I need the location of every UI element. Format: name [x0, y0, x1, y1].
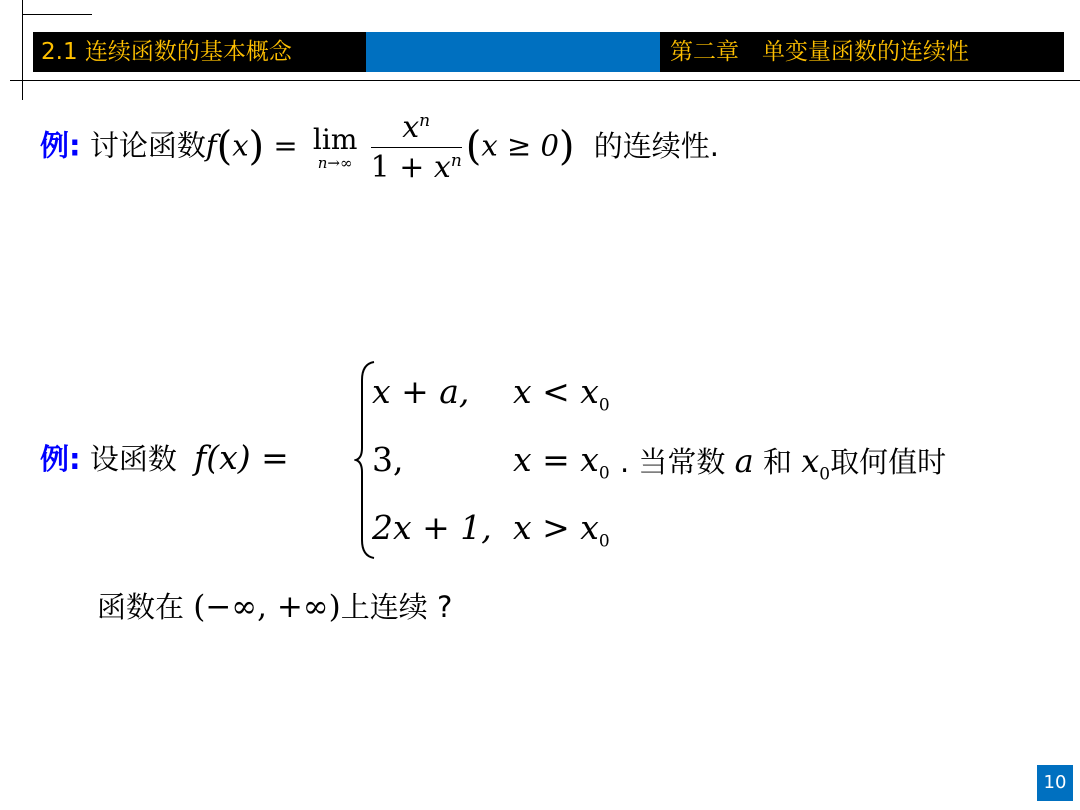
- left-vertical-rule: [22, 0, 23, 100]
- example-1-suffix: 的连续性.: [593, 128, 719, 163]
- interval: (−∞, +∞): [193, 589, 341, 625]
- x0-symbol: $x_0$: [801, 442, 831, 485]
- example-1-label: 例:: [40, 128, 81, 163]
- example-1-prefix: 讨论函数: [89, 128, 206, 163]
- section-title: 2.1 连续函数的基本概念: [33, 32, 366, 72]
- piecewise-case-3: 2x + 1,: [372, 508, 492, 547]
- piecewise-case-2-condition: $x = x_0$: [513, 440, 610, 484]
- piecewise-case-1-condition: $x < x_0$: [513, 372, 610, 416]
- page-number: 10: [1037, 765, 1073, 801]
- fraction: [371, 110, 462, 185]
- and-word: 和: [762, 445, 792, 479]
- example-2-label: 例:: [40, 442, 81, 476]
- piecewise-case-2: 3,: [372, 440, 404, 479]
- limit-word: lim: [312, 122, 358, 156]
- limit-operator: [312, 122, 358, 172]
- example-2-question: [620, 440, 946, 484]
- piecewise-case-3-condition: $x > x_0$: [513, 508, 610, 552]
- constant-a: a: [734, 442, 754, 480]
- top-left-rule: [22, 14, 92, 15]
- example-2-line-2: [97, 585, 452, 626]
- question-intro: . 当常数: [620, 445, 726, 479]
- domain-condition: x ≥ 0: [481, 128, 559, 163]
- header-underline-rule: [10, 80, 1080, 81]
- chapter-title: 第二章 单变量函数的连续性: [660, 32, 1064, 72]
- line2-prefix: 函数在: [97, 590, 185, 624]
- fraction-denominator: $1 + x^n$: [370, 150, 462, 185]
- piecewise-lhs: f(x) =: [194, 438, 289, 477]
- limit-subscript: n→∞: [317, 153, 353, 172]
- example-2-prefix: 设函数: [89, 442, 177, 476]
- piecewise-case-1: x + a,: [372, 372, 470, 411]
- line2-suffix: 上连续 ?: [340, 590, 453, 624]
- example-2-line-1: [40, 437, 289, 478]
- example-1: 例: 讨论函数f(x) = lim n→∞ $\frac{x^n}{1 + x^n}$ (x ≥ 0) 的连续性.: [40, 110, 719, 185]
- function-variable: x: [232, 128, 249, 163]
- question-tail: 取何值时: [830, 445, 947, 479]
- function-name: f: [205, 128, 217, 163]
- fraction-numerator: $x^n$: [371, 110, 462, 148]
- equals-sign: =: [273, 128, 298, 163]
